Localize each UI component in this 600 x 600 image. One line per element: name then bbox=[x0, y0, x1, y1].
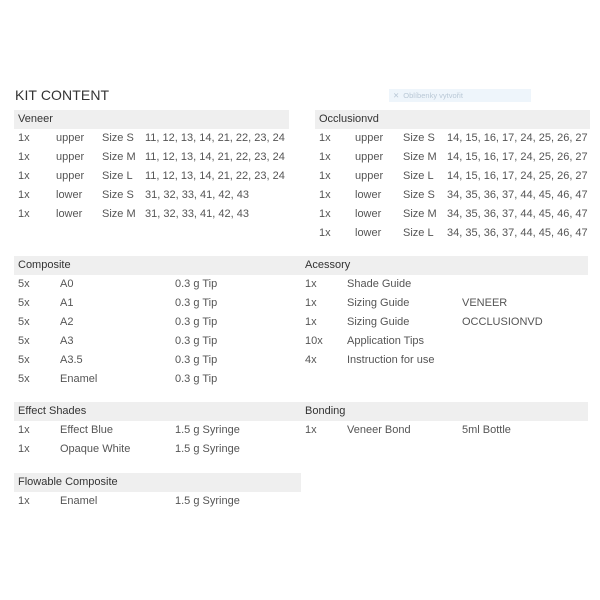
item-cell: Opaque White bbox=[60, 443, 131, 455]
item-cell: Veneer Bond bbox=[347, 424, 411, 436]
table-row bbox=[14, 129, 289, 148]
quantity-cell: 5x bbox=[18, 335, 30, 347]
bonding-section bbox=[301, 402, 588, 440]
favorites-chip[interactable] bbox=[389, 89, 531, 102]
quantity-cell: 1x bbox=[319, 170, 331, 182]
item-cell: Effect Blue bbox=[60, 424, 113, 436]
quantity-cell: 1x bbox=[319, 151, 331, 163]
quantity-cell: 1x bbox=[319, 132, 331, 144]
table-row bbox=[315, 224, 590, 243]
quantity-cell: 1x bbox=[18, 424, 30, 436]
table-row bbox=[14, 275, 301, 294]
quantity-cell: 4x bbox=[305, 354, 317, 366]
detail-cell: 1.5 g Syringe bbox=[175, 424, 240, 436]
quantity-cell: 1x bbox=[319, 227, 331, 239]
detail-cell: Size S bbox=[403, 189, 435, 201]
item-cell: lower bbox=[355, 227, 382, 239]
section-header: Composite bbox=[14, 256, 301, 275]
item-cell: lower bbox=[56, 189, 83, 201]
item-cell: upper bbox=[56, 132, 85, 144]
detail-cell: Size M bbox=[403, 151, 437, 163]
section-header: Effect Shades bbox=[14, 402, 301, 421]
item-cell: upper bbox=[56, 170, 85, 182]
detail-cell: Size M bbox=[102, 151, 136, 163]
quantity-cell: 1x bbox=[18, 132, 30, 144]
quantity-cell: 1x bbox=[18, 189, 30, 201]
quantity-cell: 1x bbox=[18, 495, 30, 507]
section-header: Occlusionvd bbox=[315, 110, 590, 129]
detail-cell: Size S bbox=[102, 189, 134, 201]
table-row bbox=[301, 421, 588, 440]
detail-cell: 0.3 g Tip bbox=[175, 278, 218, 290]
page-title: KIT CONTENT bbox=[15, 87, 110, 103]
table-row bbox=[14, 294, 301, 313]
detail-cell: OCCLUSIONVD bbox=[462, 316, 543, 328]
table-row bbox=[14, 332, 301, 351]
veneer-section bbox=[14, 110, 289, 224]
item-cell: A3 bbox=[60, 335, 74, 347]
effect-shades-section bbox=[14, 402, 301, 459]
item-cell: A1 bbox=[60, 297, 74, 309]
value-cell: 34, 35, 36, 37, 44, 45, 46, 47 bbox=[447, 189, 588, 201]
table-row bbox=[315, 148, 590, 167]
table-row bbox=[301, 313, 588, 332]
item-cell: lower bbox=[355, 208, 382, 220]
section-header: Flowable Composite bbox=[14, 473, 301, 492]
item-cell: upper bbox=[355, 170, 384, 182]
detail-cell: 1.5 g Syringe bbox=[175, 443, 240, 455]
quantity-cell: 1x bbox=[18, 443, 30, 455]
table-row bbox=[14, 186, 289, 205]
detail-cell: Size L bbox=[403, 170, 434, 182]
quantity-cell: 1x bbox=[305, 297, 317, 309]
accessory-section bbox=[301, 256, 588, 370]
item-cell: Enamel bbox=[60, 495, 98, 507]
table-row bbox=[315, 205, 590, 224]
detail-cell: Size M bbox=[403, 208, 437, 220]
value-cell: 34, 35, 36, 37, 44, 45, 46, 47 bbox=[447, 227, 588, 239]
table-row bbox=[14, 421, 301, 440]
quantity-cell: 1x bbox=[319, 189, 331, 201]
quantity-cell: 5x bbox=[18, 297, 30, 309]
item-cell: Application Tips bbox=[347, 335, 425, 347]
section-header: Bonding bbox=[301, 402, 588, 421]
occlusion-section bbox=[315, 110, 590, 243]
item-cell: Sizing Guide bbox=[347, 316, 410, 328]
quantity-cell: 1x bbox=[18, 170, 30, 182]
value-cell: 14, 15, 16, 17, 24, 25, 26, 27 bbox=[447, 151, 588, 163]
detail-cell: Size S bbox=[102, 132, 134, 144]
value-cell: 34, 35, 36, 37, 44, 45, 46, 47 bbox=[447, 208, 588, 220]
table-row bbox=[14, 205, 289, 224]
table-row bbox=[14, 351, 301, 370]
detail-cell: 0.3 g Tip bbox=[175, 354, 218, 366]
detail-cell: 5ml Bottle bbox=[462, 424, 511, 436]
detail-cell: 0.3 g Tip bbox=[175, 373, 218, 385]
quantity-cell: 1x bbox=[305, 316, 317, 328]
section-header: Veneer bbox=[14, 110, 289, 129]
value-cell: 11, 12, 13, 14, 21, 22, 23, 24 bbox=[145, 132, 285, 144]
table-row bbox=[14, 492, 301, 511]
quantity-cell: 10x bbox=[305, 335, 323, 347]
item-cell: Sizing Guide bbox=[347, 297, 410, 309]
item-cell: lower bbox=[56, 208, 83, 220]
item-cell: upper bbox=[355, 132, 384, 144]
table-row bbox=[14, 370, 301, 389]
flowable-composite-section bbox=[14, 473, 301, 511]
quantity-cell: 1x bbox=[319, 208, 331, 220]
table-row bbox=[315, 129, 590, 148]
item-cell: A0 bbox=[60, 278, 74, 290]
table-row bbox=[301, 351, 588, 370]
item-cell: Shade Guide bbox=[347, 278, 412, 290]
item-cell: Enamel bbox=[60, 373, 98, 385]
detail-cell: Size S bbox=[403, 132, 435, 144]
table-row bbox=[301, 294, 588, 313]
quantity-cell: 5x bbox=[18, 278, 30, 290]
quantity-cell: 5x bbox=[18, 316, 30, 328]
composite-section bbox=[14, 256, 301, 389]
item-cell: A3.5 bbox=[60, 354, 83, 366]
close-icon[interactable]: ✕ bbox=[393, 91, 400, 100]
detail-cell: 0.3 g Tip bbox=[175, 316, 218, 328]
quantity-cell: 1x bbox=[18, 208, 30, 220]
item-cell: lower bbox=[355, 189, 382, 201]
value-cell: 31, 32, 33, 41, 42, 43 bbox=[145, 189, 249, 201]
detail-cell: 0.3 g Tip bbox=[175, 297, 218, 309]
quantity-cell: 1x bbox=[305, 278, 317, 290]
table-row bbox=[301, 332, 588, 351]
detail-cell: Size L bbox=[102, 170, 133, 182]
quantity-cell: 1x bbox=[305, 424, 317, 436]
value-cell: 11, 12, 13, 14, 21, 22, 23, 24 bbox=[145, 151, 285, 163]
favorites-chip-label: Oblíbenky vytvořit bbox=[403, 91, 463, 100]
item-cell: Instruction for use bbox=[347, 354, 435, 366]
quantity-cell: 5x bbox=[18, 373, 30, 385]
detail-cell: Size L bbox=[403, 227, 434, 239]
value-cell: 11, 12, 13, 14, 21, 22, 23, 24 bbox=[145, 170, 285, 182]
item-cell: upper bbox=[355, 151, 384, 163]
item-cell: A2 bbox=[60, 316, 74, 328]
detail-cell: 1.5 g Syringe bbox=[175, 495, 240, 507]
value-cell: 14, 15, 16, 17, 24, 25, 26, 27 bbox=[447, 170, 588, 182]
item-cell: upper bbox=[56, 151, 85, 163]
table-row bbox=[315, 167, 590, 186]
value-cell: 31, 32, 33, 41, 42, 43 bbox=[145, 208, 249, 220]
detail-cell: VENEER bbox=[462, 297, 508, 309]
quantity-cell: 5x bbox=[18, 354, 30, 366]
table-row bbox=[14, 148, 289, 167]
detail-cell: Size M bbox=[102, 208, 136, 220]
quantity-cell: 1x bbox=[18, 151, 30, 163]
table-row bbox=[301, 275, 588, 294]
detail-cell: 0.3 g Tip bbox=[175, 335, 218, 347]
value-cell: 14, 15, 16, 17, 24, 25, 26, 27 bbox=[447, 132, 588, 144]
section-header: Acessory bbox=[301, 256, 588, 275]
table-row bbox=[14, 167, 289, 186]
table-row bbox=[14, 440, 301, 459]
table-row bbox=[315, 186, 590, 205]
table-row bbox=[14, 313, 301, 332]
